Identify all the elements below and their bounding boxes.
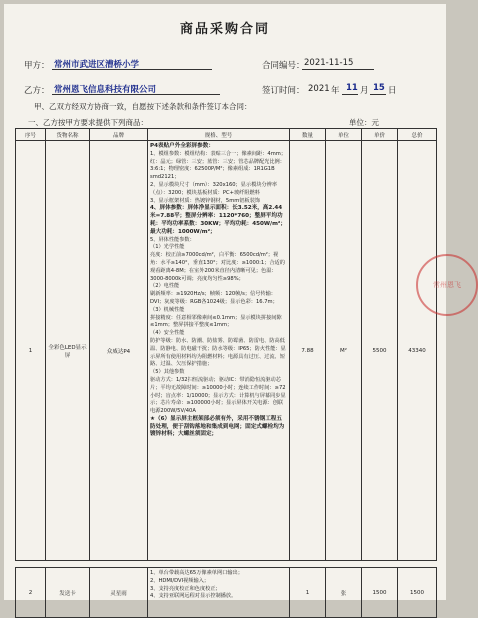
row2-unit: 张 (326, 568, 362, 618)
party-b-name: 常州恩飞信息科技有限公司 (54, 85, 157, 95)
row2-name: 发送卡 (46, 568, 90, 618)
sign-year-suffix: 年 (331, 86, 340, 96)
row1-unit: M² (326, 141, 362, 561)
seal-text: 常州恩飞 (433, 281, 461, 289)
sign-day-suffix: 日 (388, 86, 397, 96)
row2-spec-line: 3、支持亮度校正和色度校正； (150, 585, 221, 592)
row2-spec (148, 568, 290, 618)
table-row (16, 141, 437, 561)
sign-month: 11 (346, 83, 358, 93)
row1-spec (148, 141, 290, 561)
row2-spec-line: 4、支持亚联网远程对显示控制播放。 (150, 593, 237, 600)
row1-spec-line: （4）安全性能 (150, 330, 185, 337)
row2-total: 1500 (398, 568, 437, 618)
row2-no: 2 (16, 568, 46, 618)
table-separator-row (16, 561, 437, 568)
header-unit: 单位 (326, 129, 362, 141)
row2-price: 1500 (362, 568, 398, 618)
row1-spec-line: 4、屏体参数：屏体净显示面积：长3.52米，高2.44米=7.88平；整屏分辨率：1120*760；整屏平均功耗：平均功率系数：30KW；平均功耗：450W/m²；最大功耗：1000W/m²； (150, 205, 286, 235)
row1-price: 5500 (362, 141, 398, 561)
sign-day-underline (370, 94, 386, 95)
contract-no-underline (302, 69, 374, 70)
header-name: 货物名称 (46, 129, 90, 141)
row1-spec-line: 拼接精度：任意相邻像素间≤0.1mm；显示模块拼接间隙≤1mm；整屏拼接平整度≤1mm； (150, 314, 282, 329)
contract-title: 商品采购合同 (179, 22, 270, 37)
company-seal-stamp (416, 254, 478, 316)
header-qty: 数量 (290, 129, 326, 141)
contract-page (4, 4, 461, 600)
table-header-row (16, 129, 437, 141)
sign-month-suffix: 月 (360, 86, 369, 96)
table-row (16, 568, 437, 618)
header-no: 序号 (16, 129, 46, 141)
row1-name: 全彩色LED显示屏 (46, 141, 90, 561)
row2-brand: 灵星雨 (90, 568, 148, 618)
row1-spec-line: 2、显示模块尺寸（mm）：320x160；显示模块分辨率（点）：3200；模块基板材质：PC+玻纤阻燃料 (150, 181, 278, 196)
sign-time-label: 签订时间： (262, 86, 305, 96)
row1-spec-line: （5）其他参数 (150, 369, 185, 376)
section-1-heading: 一、乙方按甲方要求提供下列商品： (28, 118, 148, 127)
row1-spec-line: （2）电性能 (150, 283, 180, 290)
goods-table (15, 128, 437, 618)
unit-label: 单位：元 (349, 118, 379, 127)
sign-day: 15 (373, 83, 385, 93)
row2-qty: 1 (290, 568, 326, 618)
row1-brand: 众威达P4 (90, 141, 148, 561)
row1-spec-line: 刷新频率：≥1920Hz/s；帧频：120帧/s；信号传输：DVI；灰度等级：RGB各1024级；显示色彩：16.7m； (150, 291, 278, 305)
row2-spec-line: 1、单台带载高达65万像素单网口输出； (150, 570, 243, 576)
header-price: 单价 (362, 129, 398, 141)
party-a-name: 常州市武进区漕桥小学 (54, 60, 140, 70)
header-total: 总价 (398, 129, 437, 141)
row1-total: 43340 (398, 141, 437, 561)
header-spec: 规格、型号 (148, 129, 290, 141)
party-a-label: 甲方： (24, 61, 50, 71)
row1-spec-line: 1、模组参数：模组结构：表贴三合一；像素间距：4mm；红：晶元；绿管：三安；蓝管：三安；管芯品牌配光比例：3:6:1；物理密度：62500P/M²；像素组成：1R1G1B smd2121； (150, 150, 287, 181)
row1-spec-line: 3、显示框架材质：热镀锌钢材，5mm铝板装饰 (150, 197, 261, 204)
row1-spec-line: 驱动方式：1/32扫恒流驱动；驱动IC：带消隐恒流驱动芯片；平均无故障时间：≥10000小时；连续工作时间：≥72小时；盲点率：1/10000；显示方式：计算机与屏幕同步显示；芯片寿命：≥100000小时；显示屏体开关电源：创联电源200W/5V/40A (150, 376, 286, 415)
row2-spec-line: 2、HDMI/DVI视频输入； (150, 577, 210, 584)
row1-spec-line: P4表贴户外全彩屏参数： (150, 143, 214, 149)
row1-spec-line: （1）光学性能 (150, 244, 185, 251)
header-brand: 品牌 (90, 129, 148, 141)
sign-month-underline (342, 94, 358, 95)
row1-spec-line: ★（6）显示屏主框架部必须有外，采用不锈钢工程五防处理，便于刮钩落地和集成到电网；固定式螺栓均为镀锌材料；大螺丝须固定； (150, 415, 285, 438)
table-separator (16, 561, 437, 568)
row1-spec-line: 防护等级：防水、防潮、防盐雾、防霉菌、防雷电、防高低温、防静电、防电磁干扰；防水等级：IP65；防火性能：显示屏所有使用材料均为阻燃材料；电源具有过压、过流、短路、过温、欠压保护措施； (150, 337, 286, 368)
row1-spec-line: 亮度：校正前≥7000cd/m²，白平衡：6500cd/m²；视角：水平≥140°，垂直130°；对比度：≥1000:1；合适的观看距离4-8M；在室外200米直径内清晰可见；色温：3000-8000k可调；亮度均匀性≥98%； (150, 252, 285, 282)
row1-no: 1 (16, 141, 46, 561)
row1-spec-line: 5、屏体性能参数： (150, 236, 195, 243)
party-b-underline (52, 94, 220, 95)
sign-year: 2021 (308, 84, 330, 94)
party-b-label: 乙方： (24, 86, 50, 96)
contract-no-label: 合同编号： (262, 61, 305, 71)
intro-text: 甲、乙双方经双方协商一致，自愿按下述条款和条件签订本合同： (34, 102, 252, 111)
contract-no-value: 2021-11-15 (304, 58, 354, 68)
row1-qty: 7.88 (290, 141, 326, 561)
party-a-underline (52, 69, 212, 70)
row1-spec-line: （3）机械性能 (150, 306, 185, 313)
